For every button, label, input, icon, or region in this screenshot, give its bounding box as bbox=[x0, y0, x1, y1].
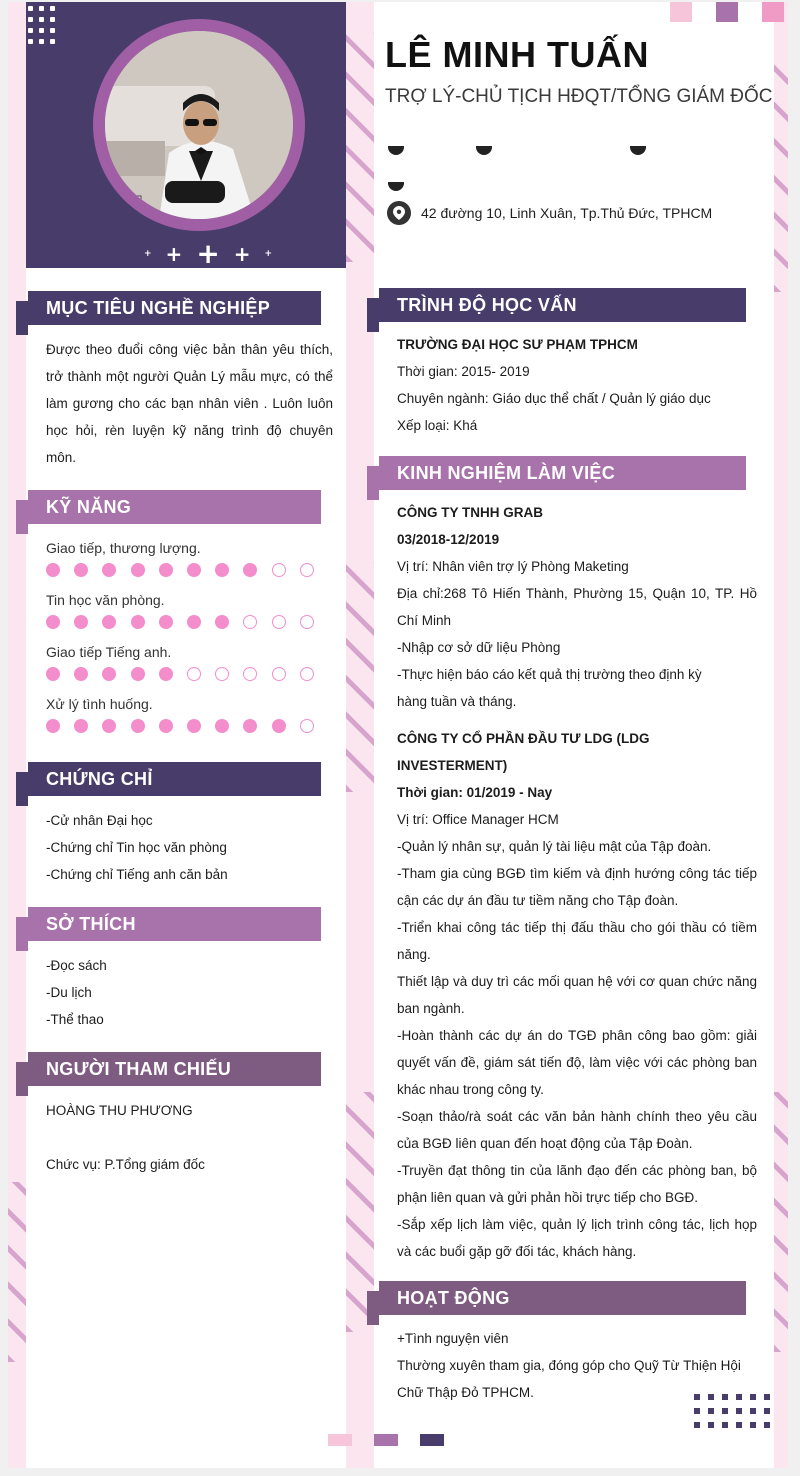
certificate-item: -Chứng chỉ Tiếng anh căn bản bbox=[46, 867, 228, 882]
company-name: CÔNG TY TNHH GRAB bbox=[397, 505, 544, 520]
job-task: -Nhập cơ sở dữ liệu Phòng bbox=[397, 640, 561, 655]
skill-dot-filled bbox=[74, 563, 88, 577]
skill-dot-filled bbox=[131, 563, 145, 577]
avatar bbox=[105, 31, 293, 219]
skill-rating bbox=[46, 563, 314, 577]
address-row bbox=[387, 201, 712, 225]
skill-dot-filled bbox=[159, 615, 173, 629]
skill-rating bbox=[46, 667, 314, 681]
section-skills bbox=[16, 490, 321, 524]
skill-dot-filled bbox=[131, 615, 145, 629]
skill-dot-filled bbox=[159, 667, 173, 681]
section-heading: HOẠT ĐỘNG bbox=[379, 1281, 746, 1315]
skill-dot-filled bbox=[187, 563, 201, 577]
job-task: Thiết lập và duy trì các mối quan hệ với cơ quan chức năng ban ngành. bbox=[397, 974, 757, 1016]
skill-dot-empty bbox=[300, 667, 314, 681]
job-position: Vị trí: Nhân viên trợ lý Phòng Maketing bbox=[397, 559, 629, 574]
skill-dot-empty bbox=[243, 667, 257, 681]
stripe-decoration bbox=[774, 1092, 788, 1352]
skill-dot-filled bbox=[215, 615, 229, 629]
skill-dot-empty bbox=[272, 563, 286, 577]
job-task: hàng tuần và tháng. bbox=[397, 694, 517, 709]
skill-dot-filled bbox=[74, 719, 88, 733]
job-period: 03/2018-12/2019 bbox=[397, 532, 500, 547]
education-time: Thời gian: 2015- 2019 bbox=[397, 364, 530, 379]
job-address: Địa chỉ:268 Tô Hiến Thành, Phường 15, Quận 10, TP. Hồ Chí Minh bbox=[397, 586, 757, 628]
hobby-item: -Du lịch bbox=[46, 985, 92, 1000]
hobby-item: -Đọc sách bbox=[46, 958, 107, 973]
job-task: -Triển khai công tác tiếp thị đấu thầu cho gói thầu có tiềm năng. bbox=[397, 920, 757, 962]
address-text: 42 đường 10, Linh Xuân, Tp.Thủ Đức, TPHCM bbox=[421, 205, 713, 221]
section-heading: CHỨNG CHỈ bbox=[28, 762, 321, 796]
skill-dot-filled bbox=[74, 667, 88, 681]
skill-label: Tin học văn phòng. bbox=[46, 592, 165, 608]
skill-dot-filled bbox=[215, 719, 229, 733]
redacted-mark bbox=[476, 146, 492, 155]
activity-line: +Tình nguyện viên bbox=[397, 1331, 509, 1346]
stripe-decoration bbox=[8, 1182, 26, 1362]
job-task: -Quản lý nhân sự, quản lý tài liệu mật của Tập đoàn. bbox=[397, 839, 712, 854]
skill-dot-filled bbox=[102, 719, 116, 733]
skill-dot-empty bbox=[215, 667, 229, 681]
corner-squares bbox=[670, 2, 784, 22]
avatar-frame bbox=[93, 19, 305, 231]
job-task: -Sắp xếp lịch làm việc, quản lý lịch trình công tác, lịch họp và các buổi gặp gỡ đối tác, khách hàng. bbox=[397, 1217, 757, 1259]
section-hobbies bbox=[16, 907, 321, 941]
sparkle-decoration: + + + + + bbox=[144, 237, 273, 270]
reference-position: Chức vụ: P.Tổng giám đốc bbox=[46, 1157, 205, 1172]
section-reference bbox=[16, 1052, 321, 1086]
section-certificates bbox=[16, 762, 321, 796]
skill-dot-empty bbox=[300, 719, 314, 733]
job-task: -Tham gia cùng BGĐ tìm kiếm và định hướng công tác tiếp cận các dự án đầu tư tiềm năng cho Tập đoàn. bbox=[397, 866, 757, 908]
section-activities bbox=[367, 1281, 746, 1315]
skill-rating bbox=[46, 719, 314, 733]
stripe-decoration bbox=[774, 62, 788, 292]
redacted-mark bbox=[388, 182, 404, 191]
skill-dot-filled bbox=[272, 719, 286, 733]
section-heading: KỸ NĂNG bbox=[28, 490, 321, 524]
skill-dot-filled bbox=[102, 667, 116, 681]
job-position: Vị trí: Office Manager HCM bbox=[397, 812, 559, 827]
skill-dot-filled bbox=[102, 615, 116, 629]
skill-dot-empty bbox=[272, 615, 286, 629]
dot-grid-decoration bbox=[28, 6, 55, 44]
person-title: TRỢ LÝ-CHỦ TỊCH HĐQT/TỔNG GIÁM ĐỐC bbox=[385, 86, 773, 107]
job-task: -Hoàn thành các dự án do TGĐ phân công bao gồm: giải quyết vấn đề, giám sát tiến độ, làm việc với các phòng ban khác nhau trong công ty. bbox=[397, 1028, 757, 1097]
skill-dot-filled bbox=[215, 563, 229, 577]
section-experience bbox=[367, 456, 746, 490]
skill-dot-filled bbox=[46, 667, 60, 681]
square-grid-decoration bbox=[694, 1394, 770, 1428]
skill-dot-filled bbox=[102, 563, 116, 577]
reference-name: HOÀNG THU PHƯƠNG bbox=[46, 1103, 193, 1118]
skill-label: Xử lý tình huống. bbox=[46, 696, 153, 712]
skill-dot-filled bbox=[243, 719, 257, 733]
skill-dot-filled bbox=[159, 719, 173, 733]
job-task: -Truyền đạt thông tin của lãnh đạo đến các phòng ban, bộ phận liên quan và gửi phản hồi trực tiếp cho BGĐ. bbox=[397, 1163, 757, 1205]
section-heading: MỤC TIÊU NGHỀ NGHIỆP bbox=[28, 291, 321, 325]
certificate-item: -Cử nhân Đại học bbox=[46, 813, 153, 828]
certificate-item: -Chứng chỉ Tin học văn phòng bbox=[46, 840, 227, 855]
section-heading: SỞ THÍCH bbox=[28, 907, 321, 941]
stripe-decoration bbox=[346, 32, 374, 262]
skill-dot-filled bbox=[243, 563, 257, 577]
school-name: TRƯỜNG ĐẠI HỌC SƯ PHẠM TPHCM bbox=[397, 337, 638, 352]
portrait-photo bbox=[105, 31, 293, 219]
career-goal-text: Được theo đuổi công việc bản thân yêu thích, trở thành một người Quản Lý mẫu mực, có thể làm gương cho các bạn nhân viên . Luôn luôn học hỏi, rèn luyện kỹ năng trình độ chuyên môn. bbox=[46, 342, 333, 465]
location-pin-icon bbox=[387, 201, 411, 225]
skill-dot-filled bbox=[46, 563, 60, 577]
job-task: -Soạn thảo/rà soát các văn bản hành chính theo yêu cầu của BGĐ liên quan đến hoạt động của Tập Đoàn. bbox=[397, 1109, 757, 1151]
section-career-goal bbox=[16, 291, 321, 325]
skill-dot-empty bbox=[187, 667, 201, 681]
job-period: Thời gian: 01/2019 - Nay bbox=[397, 785, 553, 800]
skill-label: Giao tiếp, thương lượng. bbox=[46, 540, 201, 556]
bottom-squares bbox=[328, 1434, 444, 1446]
company-name: CÔNG TY CỔ PHẦN ĐẦU TƯ LDG (LDG INVESTERMENT) bbox=[397, 731, 650, 773]
section-heading: TRÌNH ĐỘ HỌC VẤN bbox=[379, 288, 746, 322]
skill-dot-empty bbox=[243, 615, 257, 629]
redacted-mark bbox=[630, 146, 646, 155]
section-heading: NGƯỜI THAM CHIẾU bbox=[28, 1052, 321, 1086]
activity-line: Thường xuyên tham gia, đóng góp cho Quỹ Từ Thiện Hội Chữ Thập Đỏ TPHCM. bbox=[397, 1358, 741, 1400]
redacted-mark bbox=[388, 146, 404, 155]
skill-label: Giao tiếp Tiếng anh. bbox=[46, 644, 172, 660]
section-heading: KINH NGHIỆM LÀM VIỆC bbox=[379, 456, 746, 490]
stripe-decoration bbox=[346, 562, 374, 792]
skill-dot-filled bbox=[159, 563, 173, 577]
skill-rating bbox=[46, 615, 314, 629]
skill-dot-filled bbox=[187, 615, 201, 629]
education-rank: Xếp loại: Khá bbox=[397, 418, 478, 433]
skill-dot-empty bbox=[300, 563, 314, 577]
cv-page bbox=[8, 2, 788, 1468]
hobby-item: -Thể thao bbox=[46, 1012, 104, 1027]
skill-dot-filled bbox=[46, 615, 60, 629]
skill-dot-filled bbox=[74, 615, 88, 629]
section-education bbox=[367, 288, 746, 322]
skill-dot-filled bbox=[131, 667, 145, 681]
skill-dot-filled bbox=[187, 719, 201, 733]
header-block bbox=[26, 2, 346, 268]
education-major: Chuyên ngành: Giáo dục thể chất / Quản lý giáo dục bbox=[397, 391, 711, 406]
skill-dot-empty bbox=[272, 667, 286, 681]
person-name: LÊ MINH TUẤN bbox=[385, 34, 649, 75]
skill-dot-filled bbox=[46, 719, 60, 733]
skill-dot-empty bbox=[300, 615, 314, 629]
skill-dot-filled bbox=[131, 719, 145, 733]
job-task: -Thực hiện báo cáo kết quả thị trường theo định kỳ bbox=[397, 667, 702, 682]
